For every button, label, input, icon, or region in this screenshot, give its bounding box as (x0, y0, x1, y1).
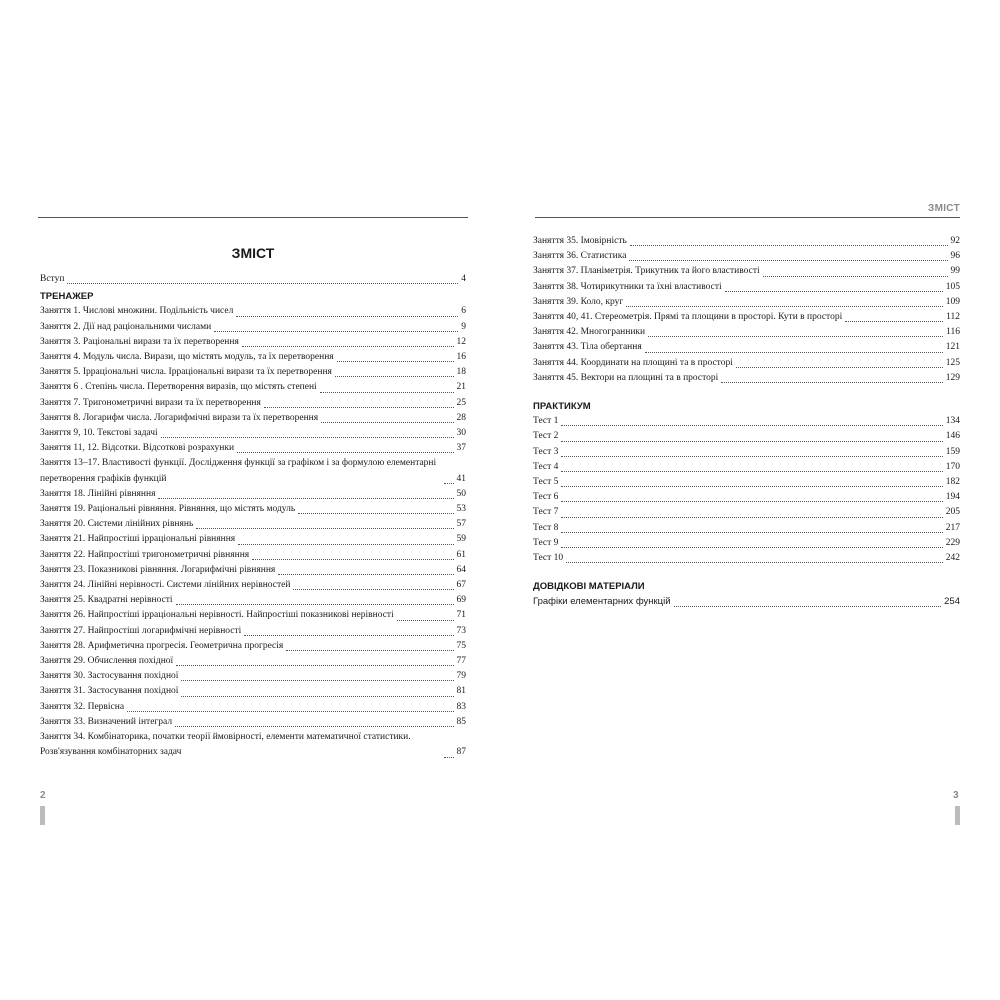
toc-entry[interactable] (40, 517, 466, 532)
toc-entry-title: Заняття 24. Лінійні нерівності. Системи лінійних нерівностей (40, 580, 291, 591)
toc-entry-title: Заняття 35. Імовірність (533, 236, 627, 246)
toc-entry[interactable] (40, 304, 466, 319)
toc-entry-title: Заняття 34. Комбінаторика, початки теорії ймовірності, елементи математичної статистики. Розв'язування комбінаторних задач (40, 732, 411, 758)
toc-entry-title: Заняття 22. Найпростіші тригонометричні рівняння (40, 549, 250, 560)
toc-entry-page: 125 (945, 357, 960, 368)
dot-leader (561, 523, 942, 533)
toc-entry-page: 182 (945, 477, 960, 488)
toc-entry[interactable] (533, 460, 960, 475)
dot-leader (298, 504, 453, 514)
toc-entry-title: Тест 5 (533, 477, 559, 488)
toc-entry[interactable] (40, 380, 466, 395)
toc-entry-title: Заняття 33. Визначений інтеграл (40, 716, 173, 727)
toc-entry-page: 30 (456, 428, 466, 439)
toc-entry[interactable] (533, 234, 960, 249)
dot-leader (176, 656, 453, 666)
toc-entry[interactable] (40, 502, 466, 517)
toc-entry[interactable] (40, 715, 466, 730)
toc-entry-page: 87 (456, 747, 466, 758)
toc-entry-page: 134 (945, 416, 960, 427)
dot-leader (252, 550, 453, 560)
toc-entry[interactable] (40, 532, 466, 547)
page-marker-bar (40, 806, 45, 825)
page-number: 3 (953, 790, 959, 801)
toc-entry[interactable] (533, 429, 960, 444)
toc-entry[interactable] (40, 563, 466, 578)
toc-entry-page: 109 (945, 296, 960, 307)
dot-leader (321, 413, 453, 423)
dot-leader (648, 327, 943, 337)
dot-leader (176, 595, 454, 605)
toc-entry-page: 71 (456, 610, 466, 621)
toc-section-heading: ДОВІДКОВІ МАТЕРІАЛИ (533, 581, 645, 593)
dot-leader (444, 474, 454, 484)
toc-entry-title: Заняття 21. Найпростіші ірраціональні рівняння (40, 534, 236, 545)
toc-entry[interactable] (533, 325, 960, 340)
toc-entry-title: Заняття 42. Многогранники (533, 327, 646, 338)
header-rule (535, 217, 960, 218)
toc-entry-title: Заняття 23. Показникові рівняння. Логарифмічні рівняння (40, 564, 276, 575)
toc-entry-page: 69 (456, 595, 466, 606)
toc-entry-title: Тест 3 (533, 446, 559, 457)
toc-entry-page: 75 (456, 640, 466, 651)
toc-entry-title: Заняття 28. Арифметична прогресія. Геометрична прогресія (40, 640, 284, 651)
toc-entry-title: Заняття 19. Раціональні рівняння. Рівняння, що містять модуль (40, 504, 296, 515)
toc-entry-page: 217 (945, 522, 960, 533)
dot-leader (175, 717, 453, 727)
toc-entry-page: 79 (456, 671, 466, 682)
toc-entry-page: 16 (456, 352, 466, 363)
toc-entry-page: 229 (945, 537, 960, 548)
toc-entry-title: Заняття 30. Застосування похідної (40, 671, 179, 682)
toc-entry-page: 170 (945, 461, 960, 472)
toc-entry[interactable] (40, 684, 466, 699)
toc-entry-page: 59 (456, 534, 466, 545)
toc-entry[interactable] (533, 505, 960, 520)
toc-entry[interactable] (40, 654, 466, 669)
toc-entry-title: Заняття 36. Статистика (533, 251, 627, 262)
page-marker-bar (955, 806, 960, 825)
toc-entry[interactable] (40, 669, 466, 684)
toc-entry-title: Заняття 20. Системи лінійних рівнянь (40, 519, 194, 530)
toc-entry-title: Заняття 37. Планіметрія. Трикутник та його властивості (533, 266, 760, 277)
toc-entry-page: 205 (945, 507, 960, 518)
toc-entry-title: Заняття 8. Логарифм числа. Логарифмічні вирази та їх перетворення (40, 412, 319, 423)
toc-entry[interactable] (533, 475, 960, 490)
toc-entry-title: Заняття 38. Чотирикутники та їхні властивості (533, 281, 722, 292)
toc-entry-page: 57 (456, 519, 466, 530)
toc-entry-page: 73 (456, 625, 466, 636)
toc-entry[interactable] (533, 340, 960, 355)
toc-entry[interactable] (40, 272, 466, 287)
dot-leader (561, 416, 942, 426)
dot-leader (335, 367, 454, 377)
toc-entry[interactable] (40, 487, 466, 502)
toc-entry[interactable] (533, 594, 960, 609)
toc-entry-page: 18 (456, 367, 466, 378)
dot-leader (337, 352, 454, 362)
dot-leader (763, 267, 948, 277)
dot-leader (67, 274, 458, 284)
toc-entry-page: 77 (456, 656, 466, 667)
toc-entry-title: Тест 4 (533, 461, 559, 472)
toc-entry-title: Заняття 5. Ірраціональні числа. Ірраціональні вирази та їх перетворення (40, 367, 332, 378)
toc-entry-title: Графіки елементарних функцій (533, 596, 671, 608)
toc-entry[interactable] (40, 456, 466, 486)
toc-entry-title: Заняття 6 . Степінь числа. Перетворення виразів, що містять степені (40, 382, 317, 393)
toc-entry-page: 4 (461, 274, 466, 284)
toc-entry-title: Заняття 25. Квадратні нерівності (40, 595, 173, 606)
toc-entry-title: Тест 10 (533, 553, 564, 564)
toc-entry-page: 92 (950, 236, 960, 246)
dot-leader (736, 358, 943, 368)
toc-entry-page: 83 (456, 701, 466, 712)
toc-entry-title: Заняття 40, 41. Стереометрія. Прямі та площини в просторі. Кути в просторі (533, 312, 843, 323)
toc-entry[interactable] (533, 295, 960, 310)
dot-leader (561, 462, 942, 472)
toc-entry-title: Заняття 18. Лінійні рівняння (40, 488, 156, 499)
toc-entry-page: 99 (950, 266, 960, 277)
toc-entry-title: Тест 6 (533, 492, 559, 503)
dot-leader (242, 337, 454, 347)
toc-entry-page: 21 (456, 382, 466, 393)
page-title: ЗМІСТ (231, 245, 275, 261)
dot-leader (196, 519, 453, 529)
toc-entry-title: Заняття 7. Тригонометричні вирази та їх перетворення (40, 397, 261, 408)
toc-entry-page: 9 (461, 321, 466, 332)
toc-entry-title: Заняття 39. Коло, круг (533, 296, 624, 307)
dot-leader (566, 553, 943, 563)
toc-entry[interactable] (40, 335, 466, 350)
dot-leader (286, 641, 453, 651)
toc-entry-page: 121 (945, 342, 960, 353)
toc-entry-page: 254 (944, 596, 960, 608)
toc-entry[interactable] (40, 396, 466, 411)
toc-entry-title: Заняття 32. Первісна (40, 701, 125, 712)
toc-entry-title: Заняття 29. Обчислення похідної (40, 656, 174, 667)
dot-leader (397, 611, 454, 621)
dot-leader (629, 251, 947, 261)
toc-entry-page: 194 (945, 492, 960, 503)
toc-entry[interactable] (40, 593, 466, 608)
dot-leader (320, 383, 454, 393)
toc-list-left (40, 272, 466, 761)
toc-entry-page: 50 (456, 488, 466, 499)
toc-entry[interactable] (533, 249, 960, 264)
dot-leader (293, 580, 453, 590)
toc-entry[interactable] (533, 280, 960, 295)
toc-entry-title: Заняття 31. Застосування похідної (40, 686, 179, 697)
toc-entry-page: 81 (456, 686, 466, 697)
toc-entry-title: Тест 9 (533, 537, 559, 548)
toc-entry[interactable] (40, 700, 466, 715)
toc-list-right (533, 234, 960, 610)
dot-leader (725, 282, 943, 292)
toc-entry-title: Заняття 11, 12. Відсотки. Відсоткові розрахунки (40, 443, 235, 454)
toc-entry[interactable] (40, 411, 466, 426)
toc-entry-title: Заняття 1. Числові множини. Подільність чисел (40, 306, 234, 317)
toc-entry-title: Заняття 27. Найпростіші логарифмічні нерівності (40, 625, 242, 636)
toc-entry[interactable] (40, 730, 466, 760)
dot-leader (161, 428, 454, 438)
toc-entry[interactable] (40, 441, 466, 456)
toc-entry[interactable] (533, 310, 960, 325)
running-head: ЗМІСТ (928, 203, 960, 214)
toc-entry-page: 12 (456, 336, 466, 347)
dot-leader (127, 702, 453, 712)
toc-entry-title: Тест 1 (533, 416, 559, 427)
toc-entry-page: 159 (945, 446, 960, 457)
toc-entry[interactable] (533, 521, 960, 536)
dot-leader (645, 343, 943, 353)
toc-entry[interactable] (40, 639, 466, 654)
toc-entry[interactable] (533, 445, 960, 460)
toc-entry[interactable] (533, 551, 960, 566)
dot-leader (214, 322, 458, 332)
page-number: 2 (40, 790, 46, 801)
dot-leader (444, 748, 454, 758)
toc-entry-page: 105 (945, 281, 960, 292)
dot-leader (561, 432, 942, 442)
toc-entry-title: Заняття 43. Тіла обертання (533, 342, 642, 353)
dot-leader (630, 236, 948, 246)
toc-entry[interactable] (40, 548, 466, 563)
toc-entry-title: Заняття 45. Вектори на площині та в просторі (533, 372, 719, 383)
toc-entry-page: 146 (945, 431, 960, 442)
dot-leader (561, 447, 942, 457)
dot-leader (264, 398, 454, 408)
toc-entry-page: 25 (456, 397, 466, 408)
dot-leader (237, 443, 453, 453)
toc-entry[interactable] (533, 264, 960, 279)
toc-entry[interactable] (533, 490, 960, 505)
toc-entry-page: 41 (456, 473, 466, 484)
toc-entry-title: Заняття 3. Раціональні вирази та їх перетворення (40, 336, 239, 347)
dot-leader (244, 626, 453, 636)
dot-leader (721, 373, 942, 383)
toc-entry[interactable] (40, 624, 466, 639)
toc-entry[interactable] (533, 536, 960, 551)
toc-entry-page: 116 (946, 327, 960, 338)
dot-leader (181, 687, 453, 697)
dot-leader (238, 535, 453, 545)
dot-leader (181, 671, 453, 681)
dot-leader (626, 297, 943, 307)
toc-entry-page: 53 (456, 504, 466, 515)
toc-section-heading: ПРАКТИКУМ (533, 401, 591, 413)
toc-entry[interactable] (40, 426, 466, 441)
toc-entry-page: 96 (950, 251, 960, 262)
toc-entry[interactable] (533, 356, 960, 371)
toc-entry-page: 6 (461, 306, 466, 317)
toc-entry-page: 67 (456, 580, 466, 591)
right-page (500, 0, 1000, 1000)
dot-leader (278, 565, 453, 575)
toc-entry-title: Вступ (40, 274, 65, 284)
dot-leader (158, 489, 453, 499)
toc-entry-page: 61 (456, 549, 466, 560)
toc-entry[interactable] (40, 365, 466, 380)
toc-entry-title: Заняття 13–17. Властивості функції. Дослідження функції за графіком і за формулою елементарні перетворення графіків функцій (40, 458, 437, 484)
toc-entry[interactable] (40, 578, 466, 593)
toc-entry[interactable] (533, 371, 960, 386)
toc-entry-page: 242 (945, 553, 960, 564)
dot-leader (845, 312, 943, 322)
toc-entry-page: 64 (456, 564, 466, 575)
dot-leader (561, 538, 942, 548)
toc-entry-title: Тест 8 (533, 522, 559, 533)
header-rule (38, 217, 468, 218)
toc-entry-title: Заняття 2. Дії над раціональними числами (40, 321, 212, 332)
toc-entry-page: 28 (456, 412, 466, 423)
toc-entry-page: 129 (945, 372, 960, 383)
toc-entry-title: Заняття 26. Найпростіші ірраціональні нерівності. Найпростіші показникові нерівності (40, 610, 394, 621)
dot-leader (674, 597, 942, 607)
dot-leader (236, 307, 458, 317)
toc-entry-page: 37 (456, 443, 466, 454)
toc-entry-page: 85 (456, 716, 466, 727)
dot-leader (561, 492, 942, 502)
toc-entry-page: 112 (946, 312, 960, 323)
toc-entry[interactable] (40, 350, 466, 365)
toc-entry-title: Заняття 4. Модуль числа. Вирази, що містять модуль, та їх перетворення (40, 352, 334, 363)
toc-entry-title: Тест 7 (533, 507, 559, 518)
toc-entry-title: Заняття 9, 10. Текстові задачі (40, 428, 158, 439)
toc-entry[interactable] (533, 414, 960, 429)
dot-leader (561, 508, 942, 518)
toc-entry[interactable] (40, 608, 466, 623)
toc-entry[interactable] (40, 320, 466, 335)
dot-leader (561, 477, 942, 487)
toc-entry-title: Тест 2 (533, 431, 559, 442)
toc-entry-title: Заняття 44. Координати на площині та в просторі (533, 357, 733, 368)
toc-section-heading: ТРЕНАЖЕР (40, 291, 94, 303)
